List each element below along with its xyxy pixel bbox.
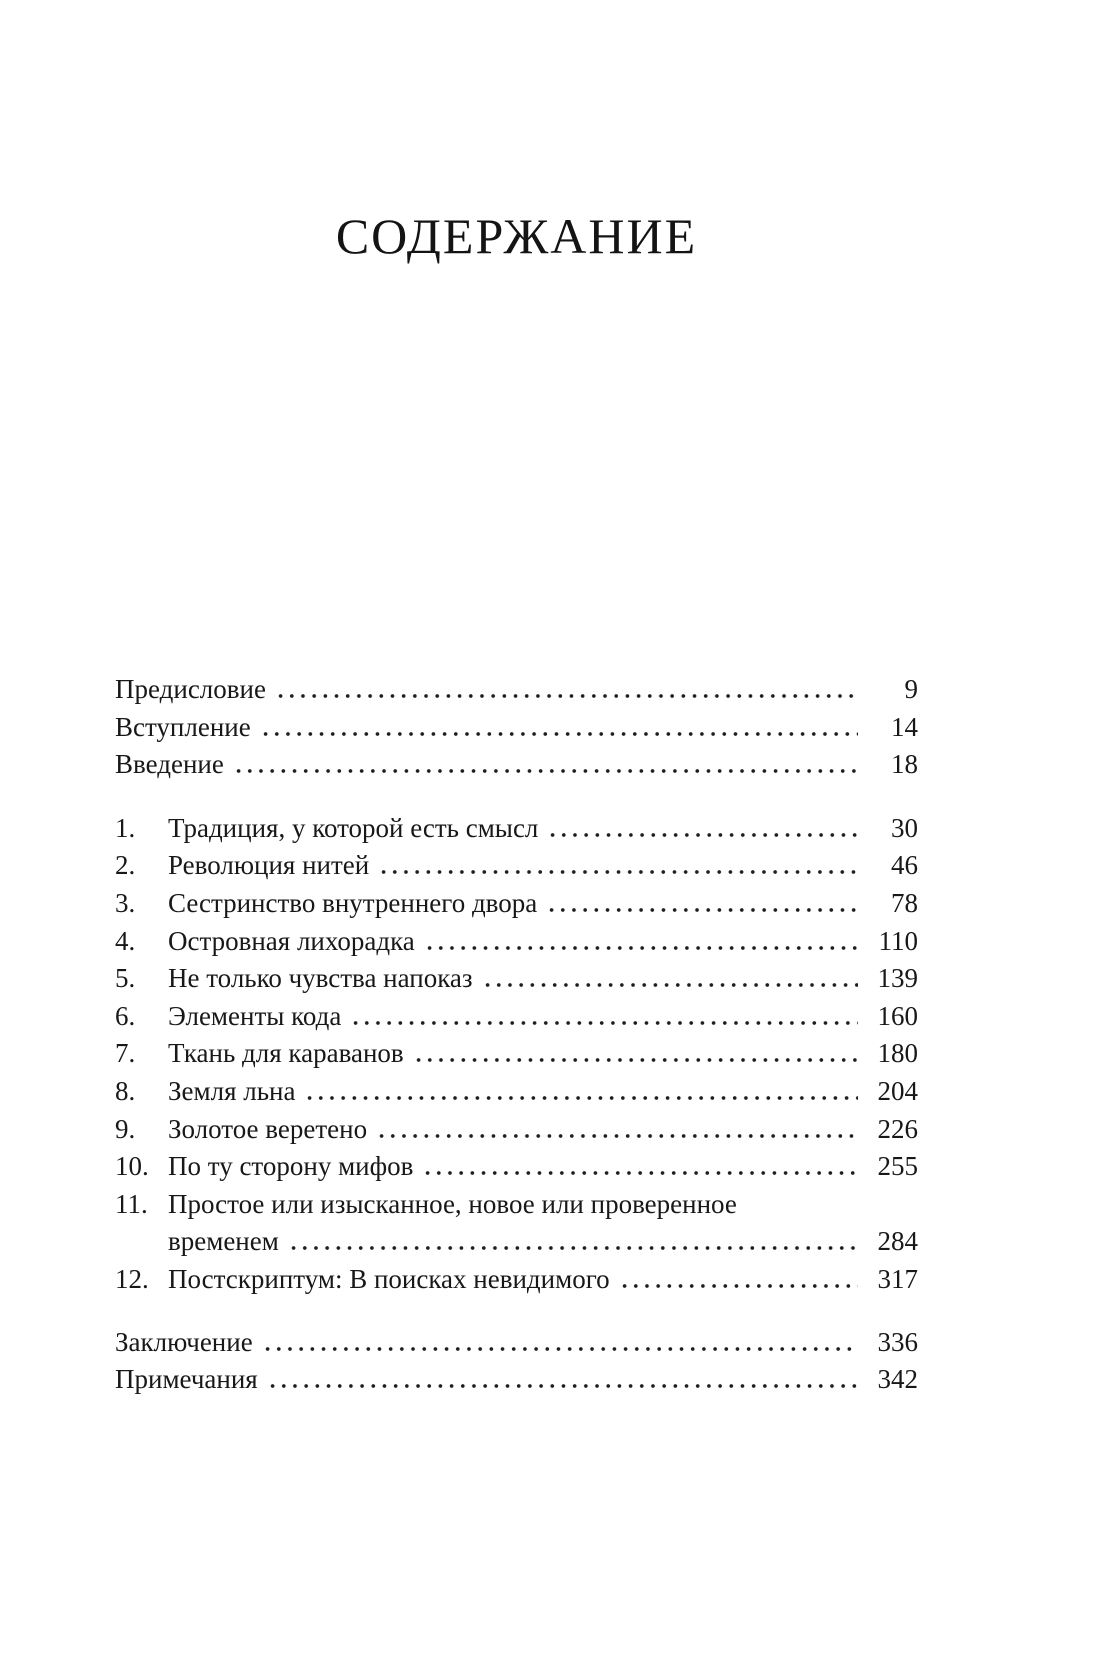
toc-entry [115,709,918,747]
entry-title: Примечания [115,1364,258,1395]
toc-entry [115,1111,918,1149]
toc-entry [115,1261,918,1299]
dot-leader [350,1021,858,1025]
entry-title: Заключение [115,1326,253,1357]
entry-title-line1: Простое или изысканное, новое или проверенное [168,1188,737,1219]
toc-entry [115,885,918,923]
table-of-contents [115,671,918,1399]
chapters-section [115,810,918,1299]
toc-entry [115,1324,918,1362]
toc-entry [115,746,918,784]
dot-leader [233,769,858,773]
toc-entry [115,1073,918,1111]
toc-entry [115,1186,918,1224]
dot-leader [422,1171,858,1175]
chapter-number: 9. [115,1113,136,1144]
chapter-number: 12. [115,1263,149,1294]
dot-leader [413,1058,858,1062]
entry-title: Элементы кода [168,1000,342,1031]
chapter-number: 2. [115,850,136,881]
chapter-number: 1. [115,812,136,843]
entry-title: По ту сторону мифов [168,1151,414,1182]
entry-page-number: 336 [877,1326,918,1357]
toc-entry [115,1361,918,1399]
chapter-number: 7. [115,1038,136,1069]
entry-page-number: 110 [878,925,918,956]
page-title: СОДЕРЖАНИЕ [335,207,698,264]
entry-page-number: 180 [877,1038,918,1069]
toc-entry [115,923,918,961]
entry-title: Предисловие [115,674,266,704]
chapter-number: 3. [115,887,136,918]
entry-page-number: 255 [877,1151,918,1182]
entry-page-number: 317 [877,1263,918,1294]
toc-entry [115,960,918,998]
entry-title: Сестринство внутреннего двора [168,887,538,918]
toc-entry [115,671,918,709]
entry-title: Ткань для караванов [168,1038,404,1069]
dot-leader [424,946,858,950]
entry-title: Золотое веретено [168,1113,368,1144]
entry-title-line2: временем [168,1226,279,1257]
dot-leader [482,983,858,987]
entry-title: Земля льна [168,1075,296,1106]
dot-leader [619,1284,858,1288]
dot-leader [376,1134,858,1138]
dot-leader [304,1096,858,1100]
toc-entry [115,1148,918,1186]
entry-page-number: 78 [891,887,918,918]
dot-leader [275,694,858,698]
entry-page-number: 342 [877,1364,918,1395]
chapter-number: 8. [115,1075,136,1106]
toc-entry [115,847,918,885]
chapter-number: 5. [115,963,136,994]
toc-entry [115,810,918,848]
entry-title: Революция нитей [168,850,370,881]
entry-page-number: 30 [891,812,918,843]
entry-page-number: 204 [877,1075,918,1106]
dot-leader [378,870,858,874]
entry-page-number: 160 [877,1000,918,1031]
entry-page-number: 46 [891,850,918,881]
toc-entry [115,998,918,1036]
chapter-number: 11. [115,1188,148,1219]
toc-entry [115,1035,918,1073]
entry-title: Вступление [115,711,251,742]
entry-page-number: 9 [904,674,918,704]
dot-leader [262,1347,858,1351]
dot-leader [288,1246,858,1250]
chapter-number: 6. [115,1000,136,1031]
toc-entry-continuation [115,1223,918,1261]
dot-leader [546,908,858,912]
entry-page-number: 18 [891,749,918,780]
front-matter-section [115,671,918,784]
dot-leader [547,833,858,837]
entry-page-number: 14 [891,711,918,742]
chapter-number: 4. [115,925,136,956]
entry-title: Традиция, у которой есть смысл [168,812,539,843]
back-matter-section [115,1324,918,1399]
chapter-number: 10. [115,1151,149,1182]
entry-title: Не только чувства напоказ [168,963,473,994]
entry-title: Постскриптум: В поисках невидимого [168,1263,610,1294]
entry-page-number: 284 [877,1226,918,1257]
entry-title: Островная лихорадка [168,925,415,956]
entry-title: Введение [115,749,224,780]
entry-page-number: 226 [877,1113,918,1144]
entry-page-number: 139 [877,963,918,994]
dot-leader [267,1384,858,1388]
dot-leader [260,732,858,736]
